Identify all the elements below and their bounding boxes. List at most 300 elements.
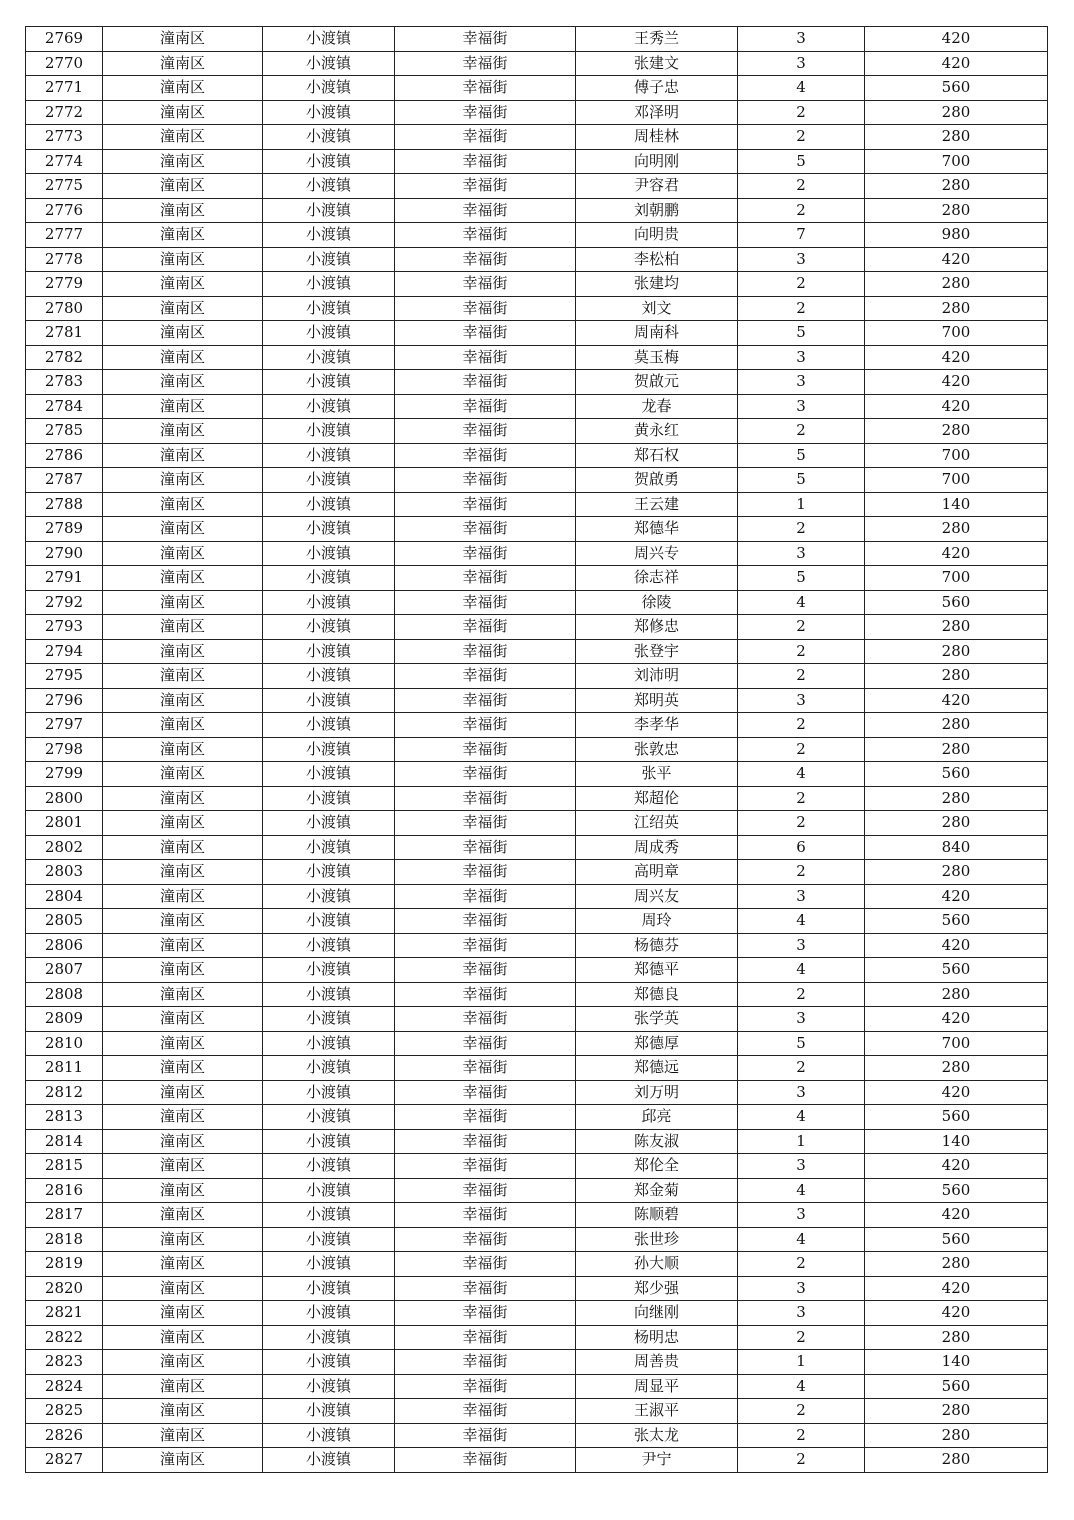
row-number-cell: 2775 <box>26 174 103 199</box>
household-count-cell: 4 <box>738 909 865 934</box>
name-cell: 张平 <box>576 762 738 787</box>
row-number-cell: 2796 <box>26 688 103 713</box>
name-cell: 郑德华 <box>576 517 738 542</box>
name-cell: 郑德远 <box>576 1056 738 1081</box>
name-cell: 张世珍 <box>576 1227 738 1252</box>
row-number-cell: 2779 <box>26 272 103 297</box>
town-cell: 小渡镇 <box>263 345 395 370</box>
table-row <box>26 1031 1048 1056</box>
table-row <box>26 884 1048 909</box>
name-cell: 周显平 <box>576 1374 738 1399</box>
town-cell: 小渡镇 <box>263 639 395 664</box>
table-row <box>26 1374 1048 1399</box>
row-number-cell: 2777 <box>26 223 103 248</box>
household-count-cell: 2 <box>738 615 865 640</box>
table-row <box>26 1252 1048 1277</box>
household-count-cell: 2 <box>738 1325 865 1350</box>
table-row <box>26 100 1048 125</box>
district-cell: 潼南区 <box>103 419 263 444</box>
district-cell: 潼南区 <box>103 786 263 811</box>
amount-cell: 280 <box>865 419 1048 444</box>
town-cell: 小渡镇 <box>263 1448 395 1473</box>
row-number-cell: 2802 <box>26 835 103 860</box>
name-cell: 尹容君 <box>576 174 738 199</box>
street-cell: 幸福街 <box>395 51 576 76</box>
name-cell: 郑石权 <box>576 443 738 468</box>
amount-cell: 280 <box>865 811 1048 836</box>
district-cell: 潼南区 <box>103 1031 263 1056</box>
street-cell: 幸福街 <box>395 443 576 468</box>
town-cell: 小渡镇 <box>263 1252 395 1277</box>
row-number-cell: 2782 <box>26 345 103 370</box>
amount-cell: 280 <box>865 100 1048 125</box>
town-cell: 小渡镇 <box>263 149 395 174</box>
amount-cell: 700 <box>865 149 1048 174</box>
street-cell: 幸福街 <box>395 835 576 860</box>
subsidy-list-table <box>25 26 1048 1473</box>
district-cell: 潼南区 <box>103 100 263 125</box>
amount-cell: 280 <box>865 737 1048 762</box>
town-cell: 小渡镇 <box>263 272 395 297</box>
amount-cell: 700 <box>865 321 1048 346</box>
street-cell: 幸福街 <box>395 27 576 52</box>
table-row <box>26 541 1048 566</box>
name-cell: 向明刚 <box>576 149 738 174</box>
row-number-cell: 2800 <box>26 786 103 811</box>
district-cell: 潼南区 <box>103 51 263 76</box>
town-cell: 小渡镇 <box>263 1350 395 1375</box>
row-number-cell: 2808 <box>26 982 103 1007</box>
town-cell: 小渡镇 <box>263 958 395 983</box>
table-row <box>26 713 1048 738</box>
street-cell: 幸福街 <box>395 1203 576 1228</box>
street-cell: 幸福街 <box>395 541 576 566</box>
street-cell: 幸福街 <box>395 737 576 762</box>
town-cell: 小渡镇 <box>263 933 395 958</box>
town-cell: 小渡镇 <box>263 27 395 52</box>
name-cell: 陈友淑 <box>576 1129 738 1154</box>
street-cell: 幸福街 <box>395 247 576 272</box>
street-cell: 幸福街 <box>395 982 576 1007</box>
town-cell: 小渡镇 <box>263 1374 395 1399</box>
district-cell: 潼南区 <box>103 982 263 1007</box>
row-number-cell: 2817 <box>26 1203 103 1228</box>
district-cell: 潼南区 <box>103 468 263 493</box>
table-row <box>26 982 1048 1007</box>
district-cell: 潼南区 <box>103 149 263 174</box>
table-row <box>26 737 1048 762</box>
town-cell: 小渡镇 <box>263 1178 395 1203</box>
household-count-cell: 2 <box>738 860 865 885</box>
amount-cell: 280 <box>865 786 1048 811</box>
table-row <box>26 664 1048 689</box>
household-count-cell: 3 <box>738 394 865 419</box>
town-cell: 小渡镇 <box>263 590 395 615</box>
town-cell: 小渡镇 <box>263 566 395 591</box>
town-cell: 小渡镇 <box>263 1129 395 1154</box>
table-row <box>26 615 1048 640</box>
name-cell: 莫玉梅 <box>576 345 738 370</box>
name-cell: 郑德良 <box>576 982 738 1007</box>
table-row <box>26 198 1048 223</box>
household-count-cell: 5 <box>738 149 865 174</box>
amount-cell: 280 <box>865 982 1048 1007</box>
name-cell: 黄永红 <box>576 419 738 444</box>
town-cell: 小渡镇 <box>263 909 395 934</box>
district-cell: 潼南区 <box>103 1448 263 1473</box>
town-cell: 小渡镇 <box>263 321 395 346</box>
street-cell: 幸福街 <box>395 149 576 174</box>
row-number-cell: 2797 <box>26 713 103 738</box>
street-cell: 幸福街 <box>395 517 576 542</box>
household-count-cell: 3 <box>738 1301 865 1326</box>
table-row <box>26 1154 1048 1179</box>
amount-cell: 280 <box>865 174 1048 199</box>
street-cell: 幸福街 <box>395 1276 576 1301</box>
table-row <box>26 786 1048 811</box>
amount-cell: 140 <box>865 1350 1048 1375</box>
street-cell: 幸福街 <box>395 1423 576 1448</box>
row-number-cell: 2783 <box>26 370 103 395</box>
street-cell: 幸福街 <box>395 1301 576 1326</box>
table-row <box>26 762 1048 787</box>
name-cell: 张敦忠 <box>576 737 738 762</box>
street-cell: 幸福街 <box>395 615 576 640</box>
row-number-cell: 2809 <box>26 1007 103 1032</box>
street-cell: 幸福街 <box>395 590 576 615</box>
row-number-cell: 2781 <box>26 321 103 346</box>
town-cell: 小渡镇 <box>263 1056 395 1081</box>
household-count-cell: 2 <box>738 1252 865 1277</box>
household-count-cell: 3 <box>738 51 865 76</box>
row-number-cell: 2810 <box>26 1031 103 1056</box>
district-cell: 潼南区 <box>103 762 263 787</box>
street-cell: 幸福街 <box>395 1448 576 1473</box>
table-row <box>26 860 1048 885</box>
amount-cell: 980 <box>865 223 1048 248</box>
town-cell: 小渡镇 <box>263 1105 395 1130</box>
district-cell: 潼南区 <box>103 27 263 52</box>
row-number-cell: 2805 <box>26 909 103 934</box>
household-count-cell: 3 <box>738 688 865 713</box>
street-cell: 幸福街 <box>395 1325 576 1350</box>
street-cell: 幸福街 <box>395 419 576 444</box>
row-number-cell: 2804 <box>26 884 103 909</box>
household-count-cell: 2 <box>738 1399 865 1424</box>
town-cell: 小渡镇 <box>263 1154 395 1179</box>
district-cell: 潼南区 <box>103 492 263 517</box>
row-number-cell: 2776 <box>26 198 103 223</box>
name-cell: 刘万明 <box>576 1080 738 1105</box>
household-count-cell: 1 <box>738 1350 865 1375</box>
street-cell: 幸福街 <box>395 1227 576 1252</box>
district-cell: 潼南区 <box>103 1350 263 1375</box>
town-cell: 小渡镇 <box>263 688 395 713</box>
household-count-cell: 4 <box>738 958 865 983</box>
street-cell: 幸福街 <box>395 860 576 885</box>
name-cell: 周兴专 <box>576 541 738 566</box>
district-cell: 潼南区 <box>103 394 263 419</box>
amount-cell: 420 <box>865 394 1048 419</box>
row-number-cell: 2821 <box>26 1301 103 1326</box>
district-cell: 潼南区 <box>103 811 263 836</box>
row-number-cell: 2770 <box>26 51 103 76</box>
name-cell: 江绍英 <box>576 811 738 836</box>
amount-cell: 700 <box>865 566 1048 591</box>
household-count-cell: 2 <box>738 174 865 199</box>
street-cell: 幸福街 <box>395 1178 576 1203</box>
row-number-cell: 2814 <box>26 1129 103 1154</box>
table-row <box>26 1325 1048 1350</box>
street-cell: 幸福街 <box>395 296 576 321</box>
household-count-cell: 4 <box>738 76 865 101</box>
name-cell: 孙大顺 <box>576 1252 738 1277</box>
town-cell: 小渡镇 <box>263 1031 395 1056</box>
street-cell: 幸福街 <box>395 933 576 958</box>
household-count-cell: 1 <box>738 1129 865 1154</box>
town-cell: 小渡镇 <box>263 125 395 150</box>
table-row <box>26 1203 1048 1228</box>
name-cell: 周成秀 <box>576 835 738 860</box>
district-cell: 潼南区 <box>103 1056 263 1081</box>
row-number-cell: 2786 <box>26 443 103 468</box>
amount-cell: 560 <box>865 1178 1048 1203</box>
amount-cell: 280 <box>865 517 1048 542</box>
household-count-cell: 3 <box>738 1154 865 1179</box>
name-cell: 刘朝鹏 <box>576 198 738 223</box>
name-cell: 徐陵 <box>576 590 738 615</box>
name-cell: 徐志祥 <box>576 566 738 591</box>
row-number-cell: 2799 <box>26 762 103 787</box>
name-cell: 陈顺碧 <box>576 1203 738 1228</box>
name-cell: 周善贵 <box>576 1350 738 1375</box>
street-cell: 幸福街 <box>395 1129 576 1154</box>
town-cell: 小渡镇 <box>263 517 395 542</box>
town-cell: 小渡镇 <box>263 76 395 101</box>
amount-cell: 420 <box>865 247 1048 272</box>
street-cell: 幸福街 <box>395 664 576 689</box>
household-count-cell: 3 <box>738 1007 865 1032</box>
name-cell: 向明贵 <box>576 223 738 248</box>
amount-cell: 140 <box>865 492 1048 517</box>
town-cell: 小渡镇 <box>263 394 395 419</box>
amount-cell: 700 <box>865 1031 1048 1056</box>
name-cell: 杨德芬 <box>576 933 738 958</box>
table-row <box>26 272 1048 297</box>
street-cell: 幸福街 <box>395 100 576 125</box>
table-row <box>26 811 1048 836</box>
town-cell: 小渡镇 <box>263 713 395 738</box>
name-cell: 郑明英 <box>576 688 738 713</box>
name-cell: 李松柏 <box>576 247 738 272</box>
amount-cell: 420 <box>865 1301 1048 1326</box>
district-cell: 潼南区 <box>103 860 263 885</box>
street-cell: 幸福街 <box>395 1399 576 1424</box>
district-cell: 潼南区 <box>103 272 263 297</box>
household-count-cell: 3 <box>738 247 865 272</box>
town-cell: 小渡镇 <box>263 296 395 321</box>
amount-cell: 560 <box>865 1374 1048 1399</box>
district-cell: 潼南区 <box>103 76 263 101</box>
row-number-cell: 2773 <box>26 125 103 150</box>
street-cell: 幸福街 <box>395 1374 576 1399</box>
amount-cell: 420 <box>865 370 1048 395</box>
row-number-cell: 2787 <box>26 468 103 493</box>
street-cell: 幸福街 <box>395 174 576 199</box>
amount-cell: 420 <box>865 1007 1048 1032</box>
street-cell: 幸福街 <box>395 1105 576 1130</box>
town-cell: 小渡镇 <box>263 1301 395 1326</box>
row-number-cell: 2806 <box>26 933 103 958</box>
household-count-cell: 2 <box>738 786 865 811</box>
name-cell: 傅子忠 <box>576 76 738 101</box>
table-row <box>26 639 1048 664</box>
row-number-cell: 2795 <box>26 664 103 689</box>
name-cell: 王云建 <box>576 492 738 517</box>
district-cell: 潼南区 <box>103 1276 263 1301</box>
amount-cell: 560 <box>865 1105 1048 1130</box>
town-cell: 小渡镇 <box>263 419 395 444</box>
name-cell: 贺啟勇 <box>576 468 738 493</box>
amount-cell: 280 <box>865 1325 1048 1350</box>
table-row <box>26 27 1048 52</box>
town-cell: 小渡镇 <box>263 174 395 199</box>
amount-cell: 280 <box>865 1056 1048 1081</box>
table-row <box>26 590 1048 615</box>
name-cell: 李孝华 <box>576 713 738 738</box>
name-cell: 邓泽明 <box>576 100 738 125</box>
household-count-cell: 3 <box>738 541 865 566</box>
row-number-cell: 2774 <box>26 149 103 174</box>
row-number-cell: 2778 <box>26 247 103 272</box>
town-cell: 小渡镇 <box>263 468 395 493</box>
household-count-cell: 2 <box>738 100 865 125</box>
district-cell: 潼南区 <box>103 1252 263 1277</box>
household-count-cell: 3 <box>738 884 865 909</box>
street-cell: 幸福街 <box>395 1080 576 1105</box>
town-cell: 小渡镇 <box>263 1227 395 1252</box>
table-row <box>26 835 1048 860</box>
household-count-cell: 2 <box>738 664 865 689</box>
household-count-cell: 2 <box>738 419 865 444</box>
district-cell: 潼南区 <box>103 958 263 983</box>
amount-cell: 420 <box>865 345 1048 370</box>
household-count-cell: 5 <box>738 321 865 346</box>
household-count-cell: 2 <box>738 713 865 738</box>
amount-cell: 280 <box>865 1252 1048 1277</box>
table-row <box>26 933 1048 958</box>
street-cell: 幸福街 <box>395 884 576 909</box>
household-count-cell: 3 <box>738 933 865 958</box>
street-cell: 幸福街 <box>395 909 576 934</box>
row-number-cell: 2824 <box>26 1374 103 1399</box>
town-cell: 小渡镇 <box>263 615 395 640</box>
district-cell: 潼南区 <box>103 321 263 346</box>
row-number-cell: 2801 <box>26 811 103 836</box>
district-cell: 潼南区 <box>103 541 263 566</box>
household-count-cell: 2 <box>738 982 865 1007</box>
table-row <box>26 296 1048 321</box>
street-cell: 幸福街 <box>395 762 576 787</box>
district-cell: 潼南区 <box>103 713 263 738</box>
table-row <box>26 1105 1048 1130</box>
table-row <box>26 149 1048 174</box>
household-count-cell: 2 <box>738 517 865 542</box>
district-cell: 潼南区 <box>103 1203 263 1228</box>
row-number-cell: 2825 <box>26 1399 103 1424</box>
name-cell: 周兴友 <box>576 884 738 909</box>
row-number-cell: 2784 <box>26 394 103 419</box>
street-cell: 幸福街 <box>395 125 576 150</box>
table-row <box>26 247 1048 272</box>
town-cell: 小渡镇 <box>263 1399 395 1424</box>
table-row <box>26 394 1048 419</box>
street-cell: 幸福街 <box>395 76 576 101</box>
table-body <box>26 27 1048 1473</box>
household-count-cell: 4 <box>738 1178 865 1203</box>
district-cell: 潼南区 <box>103 1227 263 1252</box>
district-cell: 潼南区 <box>103 1105 263 1130</box>
district-cell: 潼南区 <box>103 835 263 860</box>
street-cell: 幸福街 <box>395 811 576 836</box>
district-cell: 潼南区 <box>103 615 263 640</box>
row-number-cell: 2820 <box>26 1276 103 1301</box>
table-row <box>26 51 1048 76</box>
table-row <box>26 958 1048 983</box>
town-cell: 小渡镇 <box>263 100 395 125</box>
street-cell: 幸福街 <box>395 566 576 591</box>
name-cell: 向继刚 <box>576 1301 738 1326</box>
row-number-cell: 2813 <box>26 1105 103 1130</box>
amount-cell: 560 <box>865 590 1048 615</box>
name-cell: 郑德平 <box>576 958 738 983</box>
row-number-cell: 2819 <box>26 1252 103 1277</box>
amount-cell: 280 <box>865 296 1048 321</box>
table-row <box>26 76 1048 101</box>
street-cell: 幸福街 <box>395 713 576 738</box>
row-number-cell: 2816 <box>26 1178 103 1203</box>
amount-cell: 560 <box>865 762 1048 787</box>
name-cell: 张登宇 <box>576 639 738 664</box>
table-row <box>26 443 1048 468</box>
street-cell: 幸福街 <box>395 1007 576 1032</box>
street-cell: 幸福街 <box>395 1056 576 1081</box>
street-cell: 幸福街 <box>395 394 576 419</box>
row-number-cell: 2827 <box>26 1448 103 1473</box>
table-row <box>26 909 1048 934</box>
name-cell: 王淑平 <box>576 1399 738 1424</box>
amount-cell: 280 <box>865 664 1048 689</box>
district-cell: 潼南区 <box>103 1374 263 1399</box>
district-cell: 潼南区 <box>103 125 263 150</box>
amount-cell: 280 <box>865 125 1048 150</box>
district-cell: 潼南区 <box>103 1154 263 1179</box>
amount-cell: 420 <box>865 541 1048 566</box>
district-cell: 潼南区 <box>103 1007 263 1032</box>
amount-cell: 280 <box>865 1399 1048 1424</box>
household-count-cell: 3 <box>738 370 865 395</box>
household-count-cell: 4 <box>738 1374 865 1399</box>
district-cell: 潼南区 <box>103 933 263 958</box>
household-count-cell: 6 <box>738 835 865 860</box>
table-row <box>26 1007 1048 1032</box>
name-cell: 张建文 <box>576 51 738 76</box>
table-row <box>26 1178 1048 1203</box>
street-cell: 幸福街 <box>395 639 576 664</box>
district-cell: 潼南区 <box>103 884 263 909</box>
district-cell: 潼南区 <box>103 1178 263 1203</box>
amount-cell: 280 <box>865 1448 1048 1473</box>
